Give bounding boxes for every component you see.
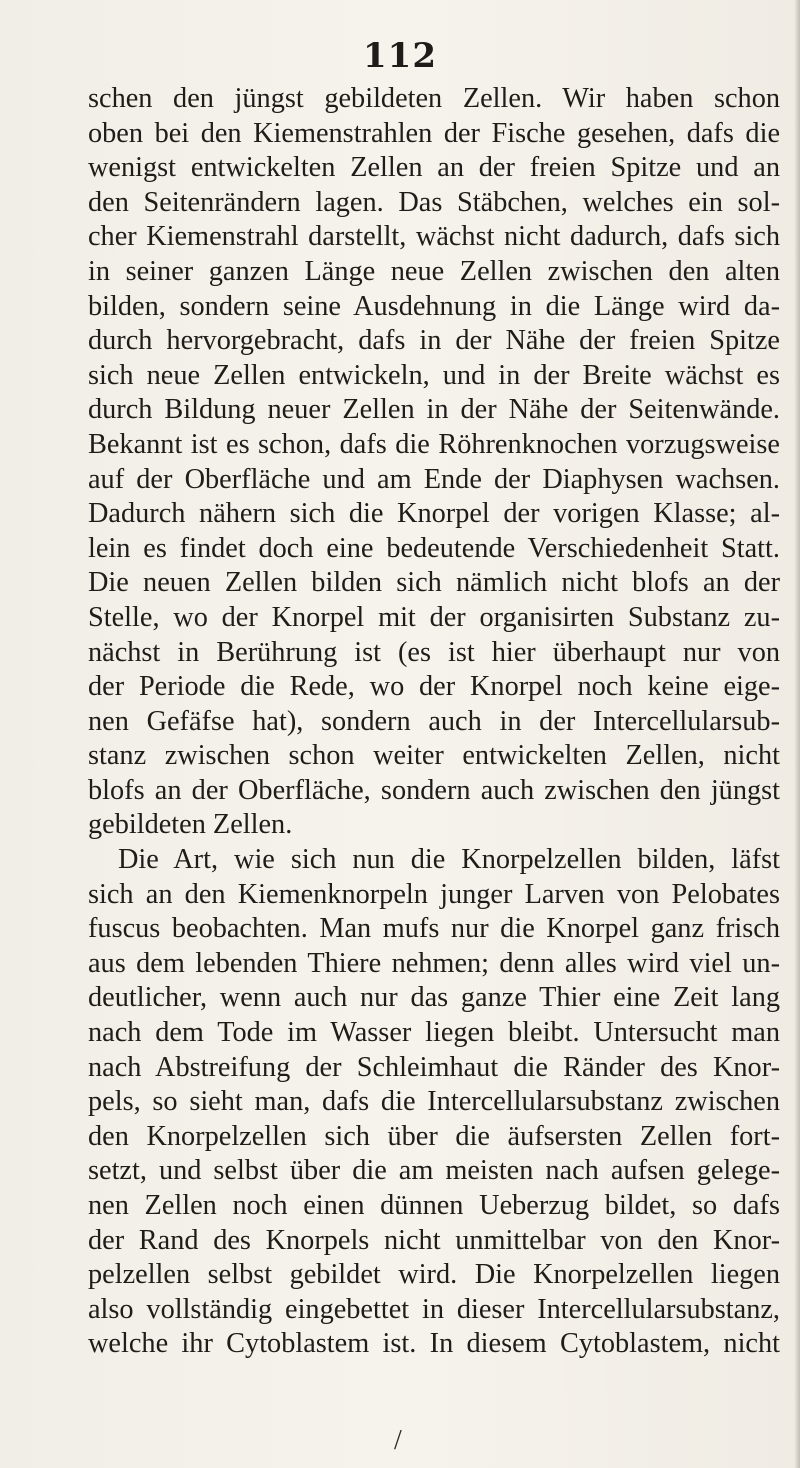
text-line: nach Abstreifung der Schleimhaut die Ränder des Knor- xyxy=(88,1051,780,1083)
text-line: Stelle, wo der Knorpel mit der organisirten Substanz zu- xyxy=(88,601,780,633)
text-line: gebildeten Zellen. xyxy=(88,809,293,841)
text-line: stanz zwischen schon weiter entwickelten Zellen, nicht xyxy=(88,740,780,772)
text-line: also vollständig eingebettet in dieser Intercellularsubstanz, xyxy=(88,1293,780,1325)
text-line: setzt, und selbst über die am meisten nach aufsen gelege- xyxy=(88,1155,780,1187)
text-line: schen den jüngst gebildeten Zellen. Wir haben schon xyxy=(88,83,780,114)
text-line: cher Kiemenstrahl darstellt, wächst nicht dadurch, dafs sich xyxy=(88,221,780,253)
text-line: pels, so sieht man, dafs die Intercellularsubstanz zwischen xyxy=(88,1086,780,1118)
text-line: den Knorpelzellen sich über die äufsersten Zellen fort- xyxy=(88,1120,780,1152)
text-line: der Periode die Rede, wo der Knorpel noch keine eige- xyxy=(88,671,780,703)
text-line: in seiner ganzen Länge neue Zellen zwischen den alten xyxy=(88,255,780,287)
text-line: welche ihr Cytoblastem ist. In diesem Cytoblastem, nicht xyxy=(88,1328,780,1360)
page-edge-shadow xyxy=(794,0,800,1468)
text-line: fuscus beobachten. Man mufs nur die Knorpel ganz frisch xyxy=(88,913,780,945)
text-line: pelzellen selbst gebildet wird. Die Knorpelzellen liegen xyxy=(88,1259,780,1291)
text-line: oben bei den Kiemenstrahlen der Fische gesehen, dafs die xyxy=(88,117,780,149)
text-line: deutlicher, wenn auch nur das ganze Thier eine Zeit lang xyxy=(88,982,780,1014)
text-line: der Rand des Knorpels nicht unmittelbar von den Knor- xyxy=(88,1224,780,1256)
text-line: bilden, sondern seine Ausdehnung in die Länge wird da- xyxy=(88,290,780,322)
paragraph-2 xyxy=(88,843,780,1362)
text-line: lein es findet doch eine bedeutende Verschiedenheit Statt. xyxy=(88,532,780,564)
body-text xyxy=(88,82,780,1362)
text-line: nach dem Tode im Wasser liegen bleibt. Untersucht man xyxy=(88,1017,780,1049)
text-line: nächst in Berührung ist (es ist hier überhaupt nur von xyxy=(88,636,780,668)
text-line: aus dem lebenden Thiere nehmen; denn alles wird viel un- xyxy=(88,947,780,979)
text-line: Bekannt ist es schon, dafs die Röhrenknochen vorzugsweise xyxy=(88,428,780,460)
text-line: wenigst entwickelten Zellen an der freien Spitze und an xyxy=(88,152,780,184)
text-line: sich an den Kiemenknorpeln junger Larven von Pelobates xyxy=(88,878,780,910)
page-number: 112 xyxy=(363,36,437,76)
text-line: Dadurch nähern sich die Knorpel der vorigen Klasse; al- xyxy=(88,498,780,530)
text-line: Die Art, wie sich nun die Knorpelzellen bilden, läfst xyxy=(118,844,780,876)
text-line: nen Zellen noch einen dünnen Ueberzug bildet, so dafs xyxy=(88,1190,780,1221)
text-line: durch Bildung neuer Zellen in der Nähe der Seitenwände. xyxy=(88,394,780,426)
text-line: blofs an der Oberfläche, sondern auch zwischen den jüngst xyxy=(88,774,780,806)
text-line: nen Gefäfse hat), sondern auch in der Intercellularsub- xyxy=(88,705,780,737)
text-line: auf der Oberfläche und am Ende der Diaphysen wachsen. xyxy=(88,463,780,495)
footer-mark: / xyxy=(394,1425,402,1456)
text-line: Die neuen Zellen bilden sich nämlich nicht blofs an der xyxy=(88,567,780,599)
paragraph-1 xyxy=(88,82,780,843)
text-line: sich neue Zellen entwickeln, und in der Breite wächst es xyxy=(88,359,780,391)
text-line: den Seitenrändern lagen. Das Stäbchen, welches ein sol- xyxy=(88,186,780,218)
text-line: durch hervorgebracht, dafs in der Nähe der freien Spitze xyxy=(88,325,780,357)
